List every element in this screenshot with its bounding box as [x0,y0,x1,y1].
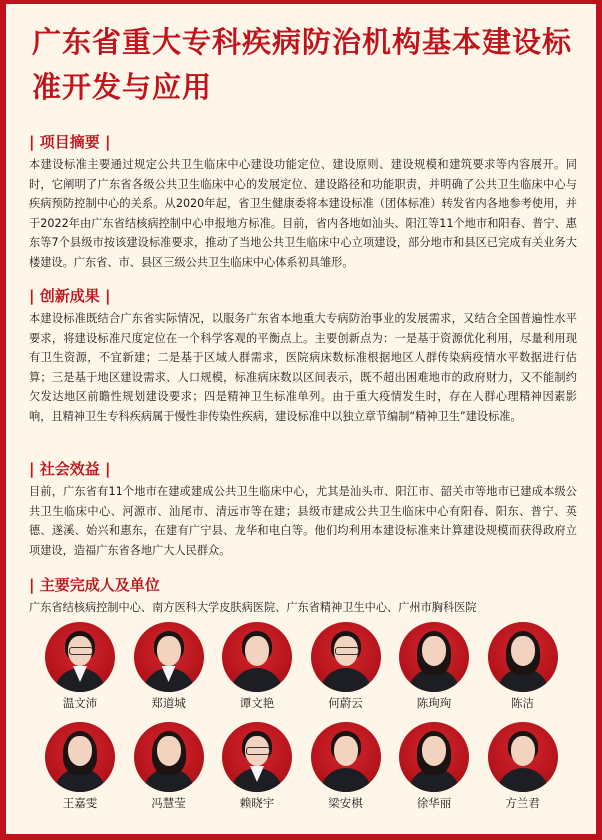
summary-text: 本建设标准主要通过规定公共卫生临床中心建设功能定位、建设原则、建设规模和建筑要求等内容展开。同时，它阐明了广东省各级公共卫生临床中心的发展定位、建设路径和功能职责，并明确了公共卫生临床中心与疾病预防控制中心的关系。从2020年起，省卫生健康委将本建设标准（团体标准）转发省内各地参考使用，并于2022年由广东省结核病控制中心申报地方标准。目前，省内各地如汕头、阳江等11个地市和阳春、普宁、惠东等7个县级市按该建设标准要求，推动了当地公共卫生临床中心立项建设，部分地市和县区已完成有关业务大楼建设。广东省、市、县区三级公共卫生临床中心体系初具雏形。 [29,158,577,269]
member-name: 何蔚云 [328,696,363,710]
units-list: 广东省结核病控制中心、南方医科大学皮肤病医院、广东省精神卫生中心、广州市胸科医院 [29,601,477,614]
heading-bar-right: | [99,460,111,478]
section-heading-benefit [29,459,110,479]
heading-bar-right: | [99,133,111,151]
section-heading-label: 社会效益 [39,460,100,478]
team-member [131,622,207,711]
benefit-text: 目前，广东省有11个地市在建或建成公共卫生临床中心，尤其是汕头市、阳江市、韶关市等地市已建成本级公共卫生临床中心、河源市、汕尾市、清远市等在建；县级市建成公共卫生临床中心有阳春、阳东、普宁、英德、遂溪、始兴和惠东，在建有广宁县、龙华和电白等。他们均利用本建设标准来计算建设规模而获得政府立项建设，造福广东省各地广大人民群众。 [29,485,577,557]
portrait-photo [399,622,469,692]
member-name: 梁安棋 [328,796,363,810]
member-name: 徐华丽 [416,796,452,810]
portrait-face [511,636,535,666]
team-member [485,622,561,711]
team-member [396,622,472,711]
team-member [42,622,118,711]
innovation-text: 本建设标准既结合广东省实际情况，以服务广东省本地重大专病防治事业的发展需求，又结合全国普遍性水平要求，将建设标准尺度定位在一个科学客观的平衡点上。主要创新点为：一是基于资源优化利用，尽量利用现有卫生资源，不宜新建；二是基于区域人群需求，医院病床数标准根据地区人群传染病疫情水平数据进行估算；三是基于地区建设需求、人口规模，标准病床数以区间表示，既不超出困难地市的政府财力，又不能制约欠发达地区前瞻性规划建设要求；四是精神卫生标准单列。由于重大疫情发生时，存在人群心理精神因素影响，且精神卫生专科疾病属于慢性非传染性疾病，建设标准中以独立章节编制“精神卫生”建设标准。 [29,312,577,423]
portrait-photo [311,722,381,792]
heading-bar-left: | [29,460,40,478]
glasses-icon [246,747,270,755]
team-member [396,722,472,811]
portrait-body [320,768,372,792]
poster [6,4,596,834]
portrait-body [320,668,372,692]
heading-bar-left: | [29,287,40,305]
member-name: 谭文艳 [239,696,275,710]
member-name: 陈洁 [511,696,534,710]
portrait-photo [222,622,292,692]
portrait-face [157,736,181,766]
section-heading-label: 主要完成人及单位 [39,576,160,594]
team-member [219,722,295,811]
section-heading-innovation [29,286,110,306]
portrait-photo [222,722,292,792]
team-member [485,722,561,811]
member-name: 陈珣珣 [416,696,452,710]
heading-bar-left: | [29,576,40,594]
portrait-photo [45,622,115,692]
portrait-face [422,736,446,766]
section-heading-summary [29,132,110,152]
page-title: 广东省重大专科疾病防治机构基本建设标准开发与应用 [32,25,573,104]
heading-bar-right: | [99,287,111,305]
portrait-body [231,668,283,692]
portrait-photo [488,622,558,692]
team-member [308,622,384,711]
team-member [42,722,118,811]
section-heading-label: 项目摘要 [39,133,100,151]
team-member [219,622,295,711]
section-heading-team [29,575,160,595]
portrait-photo [45,722,115,792]
portrait-face [422,636,446,666]
glasses-icon [69,647,93,655]
section-heading-label: 创新成果 [39,287,100,305]
team-member [308,722,384,811]
member-name: 郑道城 [151,696,186,710]
portrait-face [334,736,358,766]
team-member [131,722,207,811]
portrait-body [497,768,549,792]
member-name: 王嘉雯 [62,796,98,810]
portrait-face [157,636,181,666]
portrait-photo [399,722,469,792]
heading-bar-left: | [29,133,40,151]
member-name: 温文沛 [62,696,98,710]
portrait-photo [488,722,558,792]
member-name: 冯慧莹 [151,796,186,810]
portrait-face [68,736,92,766]
portrait-photo [134,722,204,792]
member-name: 赖晓宇 [239,796,275,810]
member-name: 方兰君 [505,796,540,810]
portrait-face [245,636,269,666]
portrait-photo [311,622,381,692]
portrait-face [511,736,535,766]
portrait-photo [134,622,204,692]
glasses-icon [335,647,359,655]
